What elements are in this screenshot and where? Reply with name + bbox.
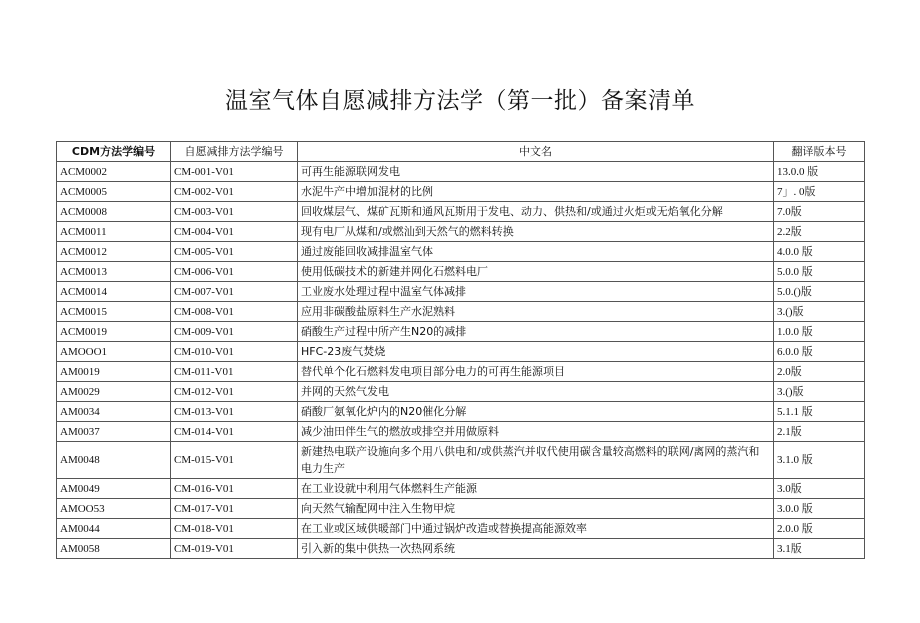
version-cell: 6.0.0 版 <box>774 342 865 362</box>
table-body <box>57 162 865 559</box>
table-row <box>57 362 865 382</box>
chinese-name-cell: 减少油田伴生气的燃放或排空并用做原料 <box>298 422 774 442</box>
chinese-name-cell: 现有电厂从煤和/或燃汕到天然气的燃料转换 <box>298 222 774 242</box>
cdm-code-cell: AM0019 <box>57 362 171 382</box>
version-cell: 3.1.0 版 <box>774 442 865 479</box>
version-cell: 3.()版 <box>774 382 865 402</box>
table-row <box>57 202 865 222</box>
header-chinese-name: 中文名 <box>298 142 774 162</box>
version-cell: 2.0.0 版 <box>774 519 865 539</box>
chinese-name-cell: 水泥牛产中增加混材的比例 <box>298 182 774 202</box>
cdm-code-cell: AMOOO1 <box>57 342 171 362</box>
chinese-name-cell: 硝酸厂氨氧化炉内的N20催化分解 <box>298 402 774 422</box>
ccer-code-cell: CM-016-V01 <box>171 479 298 499</box>
chinese-name-cell: 引入新的集中供热一次热网系统 <box>298 539 774 559</box>
table-row <box>57 422 865 442</box>
version-cell: 7」. 0版 <box>774 182 865 202</box>
page-title: 温室气体自愿减排方法学（第一批）备案清单 <box>225 88 695 114</box>
table-row <box>57 382 865 402</box>
cdm-code-cell: ACM0015 <box>57 302 171 322</box>
header-cdm-code: CDM方法学编号 <box>57 142 171 162</box>
version-cell: 3.0版 <box>774 479 865 499</box>
chinese-name-cell: 在工业设就中利用气体燃料生产能源 <box>298 479 774 499</box>
table-row <box>57 499 865 519</box>
ccer-code-cell: CM-011-V01 <box>171 362 298 382</box>
methodology-registry-table <box>56 141 865 559</box>
table-row <box>57 342 865 362</box>
chinese-name-cell: 工业废水处理过程中温室气体减排 <box>298 282 774 302</box>
table-row <box>57 479 865 499</box>
cdm-code-cell: ACM0005 <box>57 182 171 202</box>
chinese-name-cell: 可再生能源联网发电 <box>298 162 774 182</box>
version-cell: 2.0版 <box>774 362 865 382</box>
table-row <box>57 442 865 479</box>
table-header-row <box>57 142 865 162</box>
chinese-name-cell: 通过废能回收减排温室气体 <box>298 242 774 262</box>
table-row <box>57 519 865 539</box>
cdm-code-cell: AM0029 <box>57 382 171 402</box>
cdm-code-cell: AM0049 <box>57 479 171 499</box>
ccer-code-cell: CM-017-V01 <box>171 499 298 519</box>
table-row <box>57 262 865 282</box>
version-cell: 2.2版 <box>774 222 865 242</box>
ccer-code-cell: CM-019-V01 <box>171 539 298 559</box>
cdm-code-cell: ACM0013 <box>57 262 171 282</box>
table-row <box>57 242 865 262</box>
chinese-name-cell: 应用非碳酸盐原料生产水泥熟料 <box>298 302 774 322</box>
header-version: 翻译版本号 <box>774 142 865 162</box>
chinese-name-cell: 新建热电联产设施向多个用八供电和/或供蒸汽并収代使用碳含量较高燃料的联网/离网的蒸汽和电力生产 <box>298 442 774 479</box>
ccer-code-cell: CM-018-V01 <box>171 519 298 539</box>
cdm-code-cell: AMOO53 <box>57 499 171 519</box>
chinese-name-cell: 回收煤层气、煤矿瓦斯和通风瓦斯用于发电、动力、供热和/或通过火炬或无焰氧化分解 <box>298 202 774 222</box>
version-cell: 3.0.0 版 <box>774 499 865 519</box>
ccer-code-cell: CM-005-V01 <box>171 242 298 262</box>
ccer-code-cell: CM-007-V01 <box>171 282 298 302</box>
version-cell: 2.1版 <box>774 422 865 442</box>
ccer-code-cell: CM-009-V01 <box>171 322 298 342</box>
ccer-code-cell: CM-004-V01 <box>171 222 298 242</box>
cdm-code-cell: ACM0002 <box>57 162 171 182</box>
cdm-code-cell: ACM0011 <box>57 222 171 242</box>
version-cell: 7.0版 <box>774 202 865 222</box>
chinese-name-cell: HFC-23废气焚烧 <box>298 342 774 362</box>
ccer-code-cell: CM-001-V01 <box>171 162 298 182</box>
ccer-code-cell: CM-003-V01 <box>171 202 298 222</box>
chinese-name-cell: 替代单个化石燃料发电项目部分电力的可再生能源项目 <box>298 362 774 382</box>
ccer-code-cell: CM-010-V01 <box>171 342 298 362</box>
version-cell: 5.0.()版 <box>774 282 865 302</box>
cdm-code-cell: ACM0008 <box>57 202 171 222</box>
chinese-name-cell: 并网的天然气发电 <box>298 382 774 402</box>
ccer-code-cell: CM-015-V01 <box>171 442 298 479</box>
ccer-code-cell: CM-012-V01 <box>171 382 298 402</box>
table-row <box>57 182 865 202</box>
version-cell: 5.0.0 版 <box>774 262 865 282</box>
ccer-code-cell: CM-006-V01 <box>171 262 298 282</box>
ccer-code-cell: CM-013-V01 <box>171 402 298 422</box>
table-row <box>57 222 865 242</box>
cdm-code-cell: AM0044 <box>57 519 171 539</box>
cdm-code-cell: AM0058 <box>57 539 171 559</box>
table-row <box>57 402 865 422</box>
version-cell: 13.0.0 版 <box>774 162 865 182</box>
version-cell: 5.1.1 版 <box>774 402 865 422</box>
ccer-code-cell: CM-014-V01 <box>171 422 298 442</box>
ccer-code-cell: CM-002-V01 <box>171 182 298 202</box>
cdm-code-cell: AM0048 <box>57 442 171 479</box>
chinese-name-cell: 使用低碳技术的新建并网化石燃料电厂 <box>298 262 774 282</box>
table-row <box>57 539 865 559</box>
table-row <box>57 282 865 302</box>
table-row <box>57 162 865 182</box>
version-cell: 1.0.0 版 <box>774 322 865 342</box>
cdm-code-cell: ACM0012 <box>57 242 171 262</box>
chinese-name-cell: 向天然气输配网中注入生物甲烷 <box>298 499 774 519</box>
cdm-code-cell: ACM0014 <box>57 282 171 302</box>
header-ccer-code: 自愿减排方法学编号 <box>171 142 298 162</box>
version-cell: 4.0.0 版 <box>774 242 865 262</box>
cdm-code-cell: ACM0019 <box>57 322 171 342</box>
ccer-code-cell: CM-008-V01 <box>171 302 298 322</box>
version-cell: 3.1版 <box>774 539 865 559</box>
cdm-code-cell: AM0034 <box>57 402 171 422</box>
chinese-name-cell: 硝酸生产过程中所产生N20的减排 <box>298 322 774 342</box>
table-row <box>57 302 865 322</box>
chinese-name-cell: 在工业或区域供暖部门中通过锅炉改造或替换提高能源效率 <box>298 519 774 539</box>
cdm-code-cell: AM0037 <box>57 422 171 442</box>
version-cell: 3.()版 <box>774 302 865 322</box>
table-row <box>57 322 865 342</box>
